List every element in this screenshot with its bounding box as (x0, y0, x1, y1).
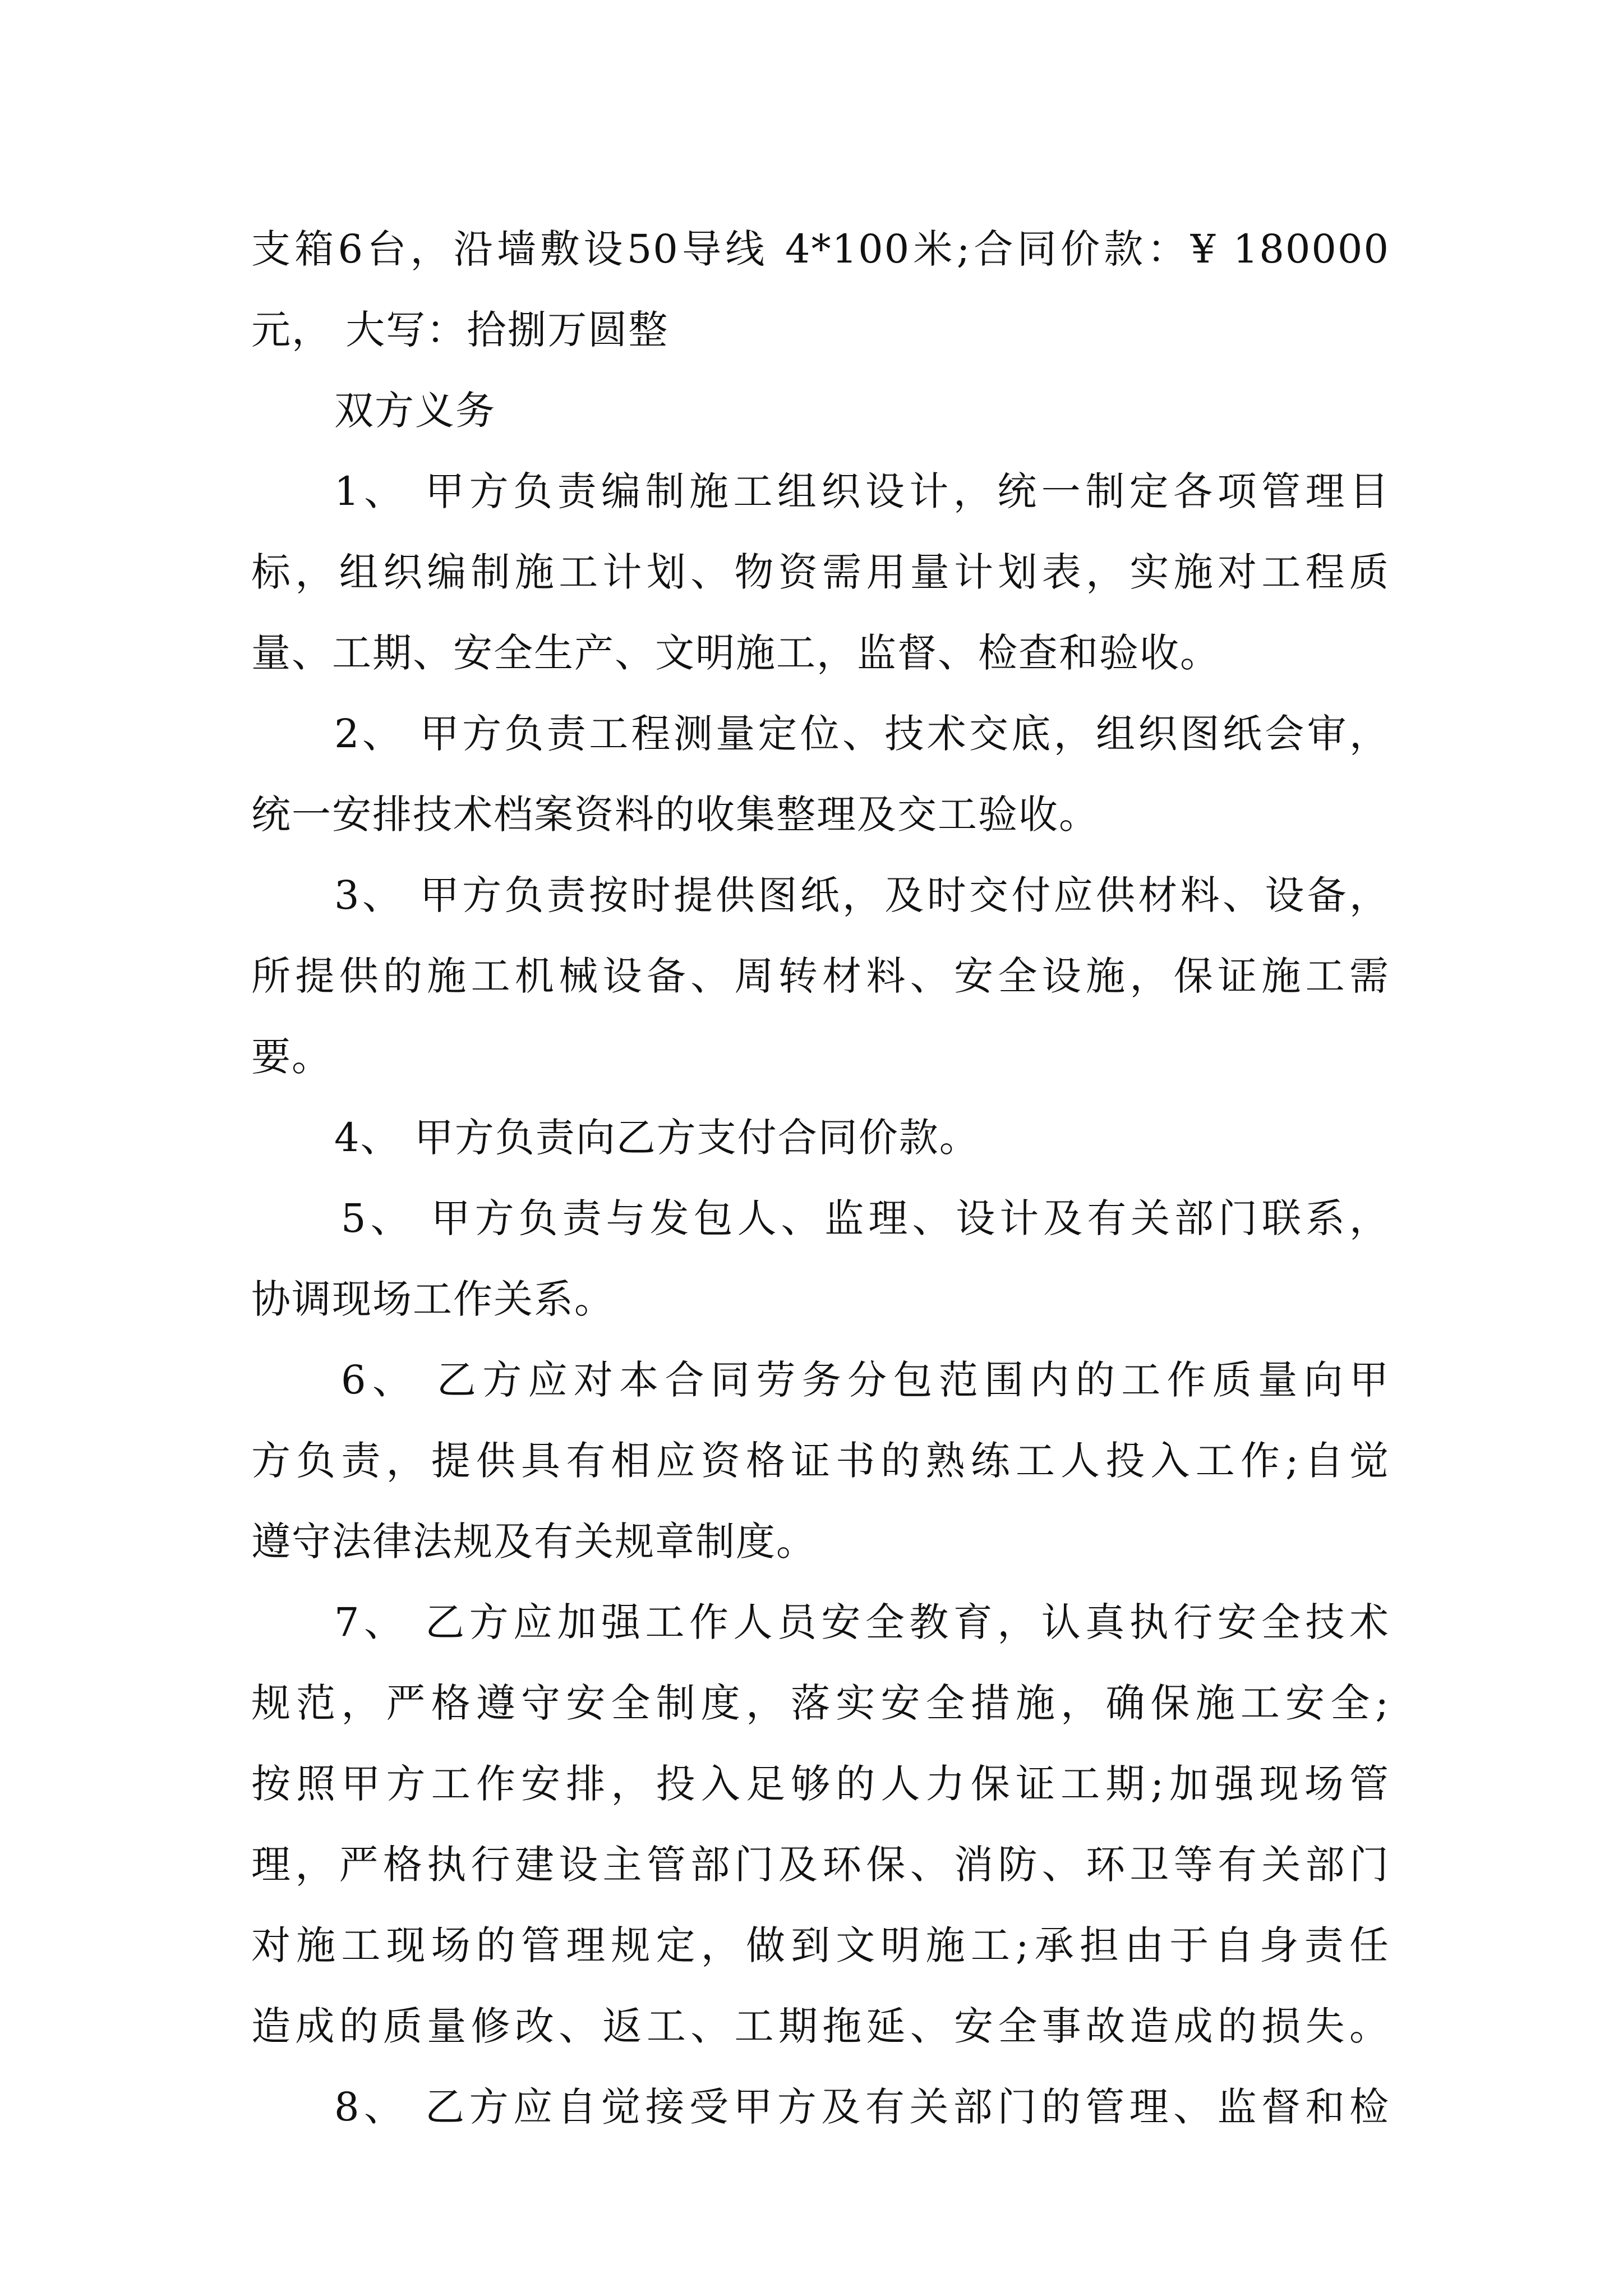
text-line-2: 元， 大写：拾捌万圆整 (251, 307, 669, 353)
clause-7-line-6: 造成的质量修改、返工、工期拖延、安全事故造成的损失。 (251, 2003, 1390, 2049)
document-body (251, 209, 1390, 2147)
clause-3-line-1: 3、 甲方负责按时提供图纸，及时交付应供材料、设备， (334, 872, 1390, 918)
clause-1-line-3: 量、工期、安全生产、文明施工，监督、检查和验收。 (251, 630, 1220, 676)
clause-7-line-4: 理，严格执行建设主管部门及环保、消防、环卫等有关部门 (251, 1842, 1390, 1888)
clause-2-line-1: 2、 甲方负责工程测量定位、技术交底，组织图纸会审， (334, 711, 1390, 757)
clause-6-line-1: 6、 乙方应对本合同劳务分包范围内的工作质量向甲 (341, 1357, 1390, 1403)
clause-2-line-2: 统一安排技术档案资料的收集整理及交工验收。 (251, 792, 1099, 838)
clause-7-line-1: 7、 乙方应加强工作人员安全教育，认真执行安全技术 (334, 1599, 1390, 1645)
clause-7-line-2: 规范，严格遵守安全制度，落实安全措施，确保施工安全; (251, 1680, 1390, 1726)
text-line-1: 支箱6台，沿墙敷设50导线 4*100米;合同价款：¥ 180000 (251, 226, 1390, 272)
clause-3-line-3: 要。 (251, 1034, 332, 1080)
section-heading-obligations: 双方义务 (334, 388, 496, 434)
clause-6-line-2: 方负责，提供具有相应资格证书的熟练工人投入工作;自觉 (251, 1438, 1390, 1484)
clause-7-line-3: 按照甲方工作安排，投入足够的人力保证工期;加强现场管 (251, 1761, 1390, 1807)
clause-3-line-2: 所提供的施工机械设备、周转材料、安全设施，保证施工需 (251, 953, 1390, 999)
clause-8-line-1: 8、 乙方应自觉接受甲方及有关部门的管理、监督和检 (334, 2084, 1390, 2130)
clause-5-line-1: 5、 甲方负责与发包人、监理、设计及有关部门联系， (341, 1195, 1390, 1241)
clause-5-line-2: 协调现场工作关系。 (251, 1276, 615, 1322)
clause-6-line-3: 遵守法律法规及有关规章制度。 (251, 1519, 817, 1565)
clause-4-line-1: 4、 甲方负责向乙方支付合同价款。 (334, 1115, 980, 1161)
clause-1-line-2: 标，组织编制施工计划、物资需用量计划表，实施对工程质 (251, 549, 1390, 595)
clause-1-line-1: 1、 甲方负责编制施工组织设计，统一制定各项管理目 (334, 468, 1390, 514)
clause-7-line-5: 对施工现场的管理规定，做到文明施工;承担由于自身责任 (251, 1922, 1390, 1968)
